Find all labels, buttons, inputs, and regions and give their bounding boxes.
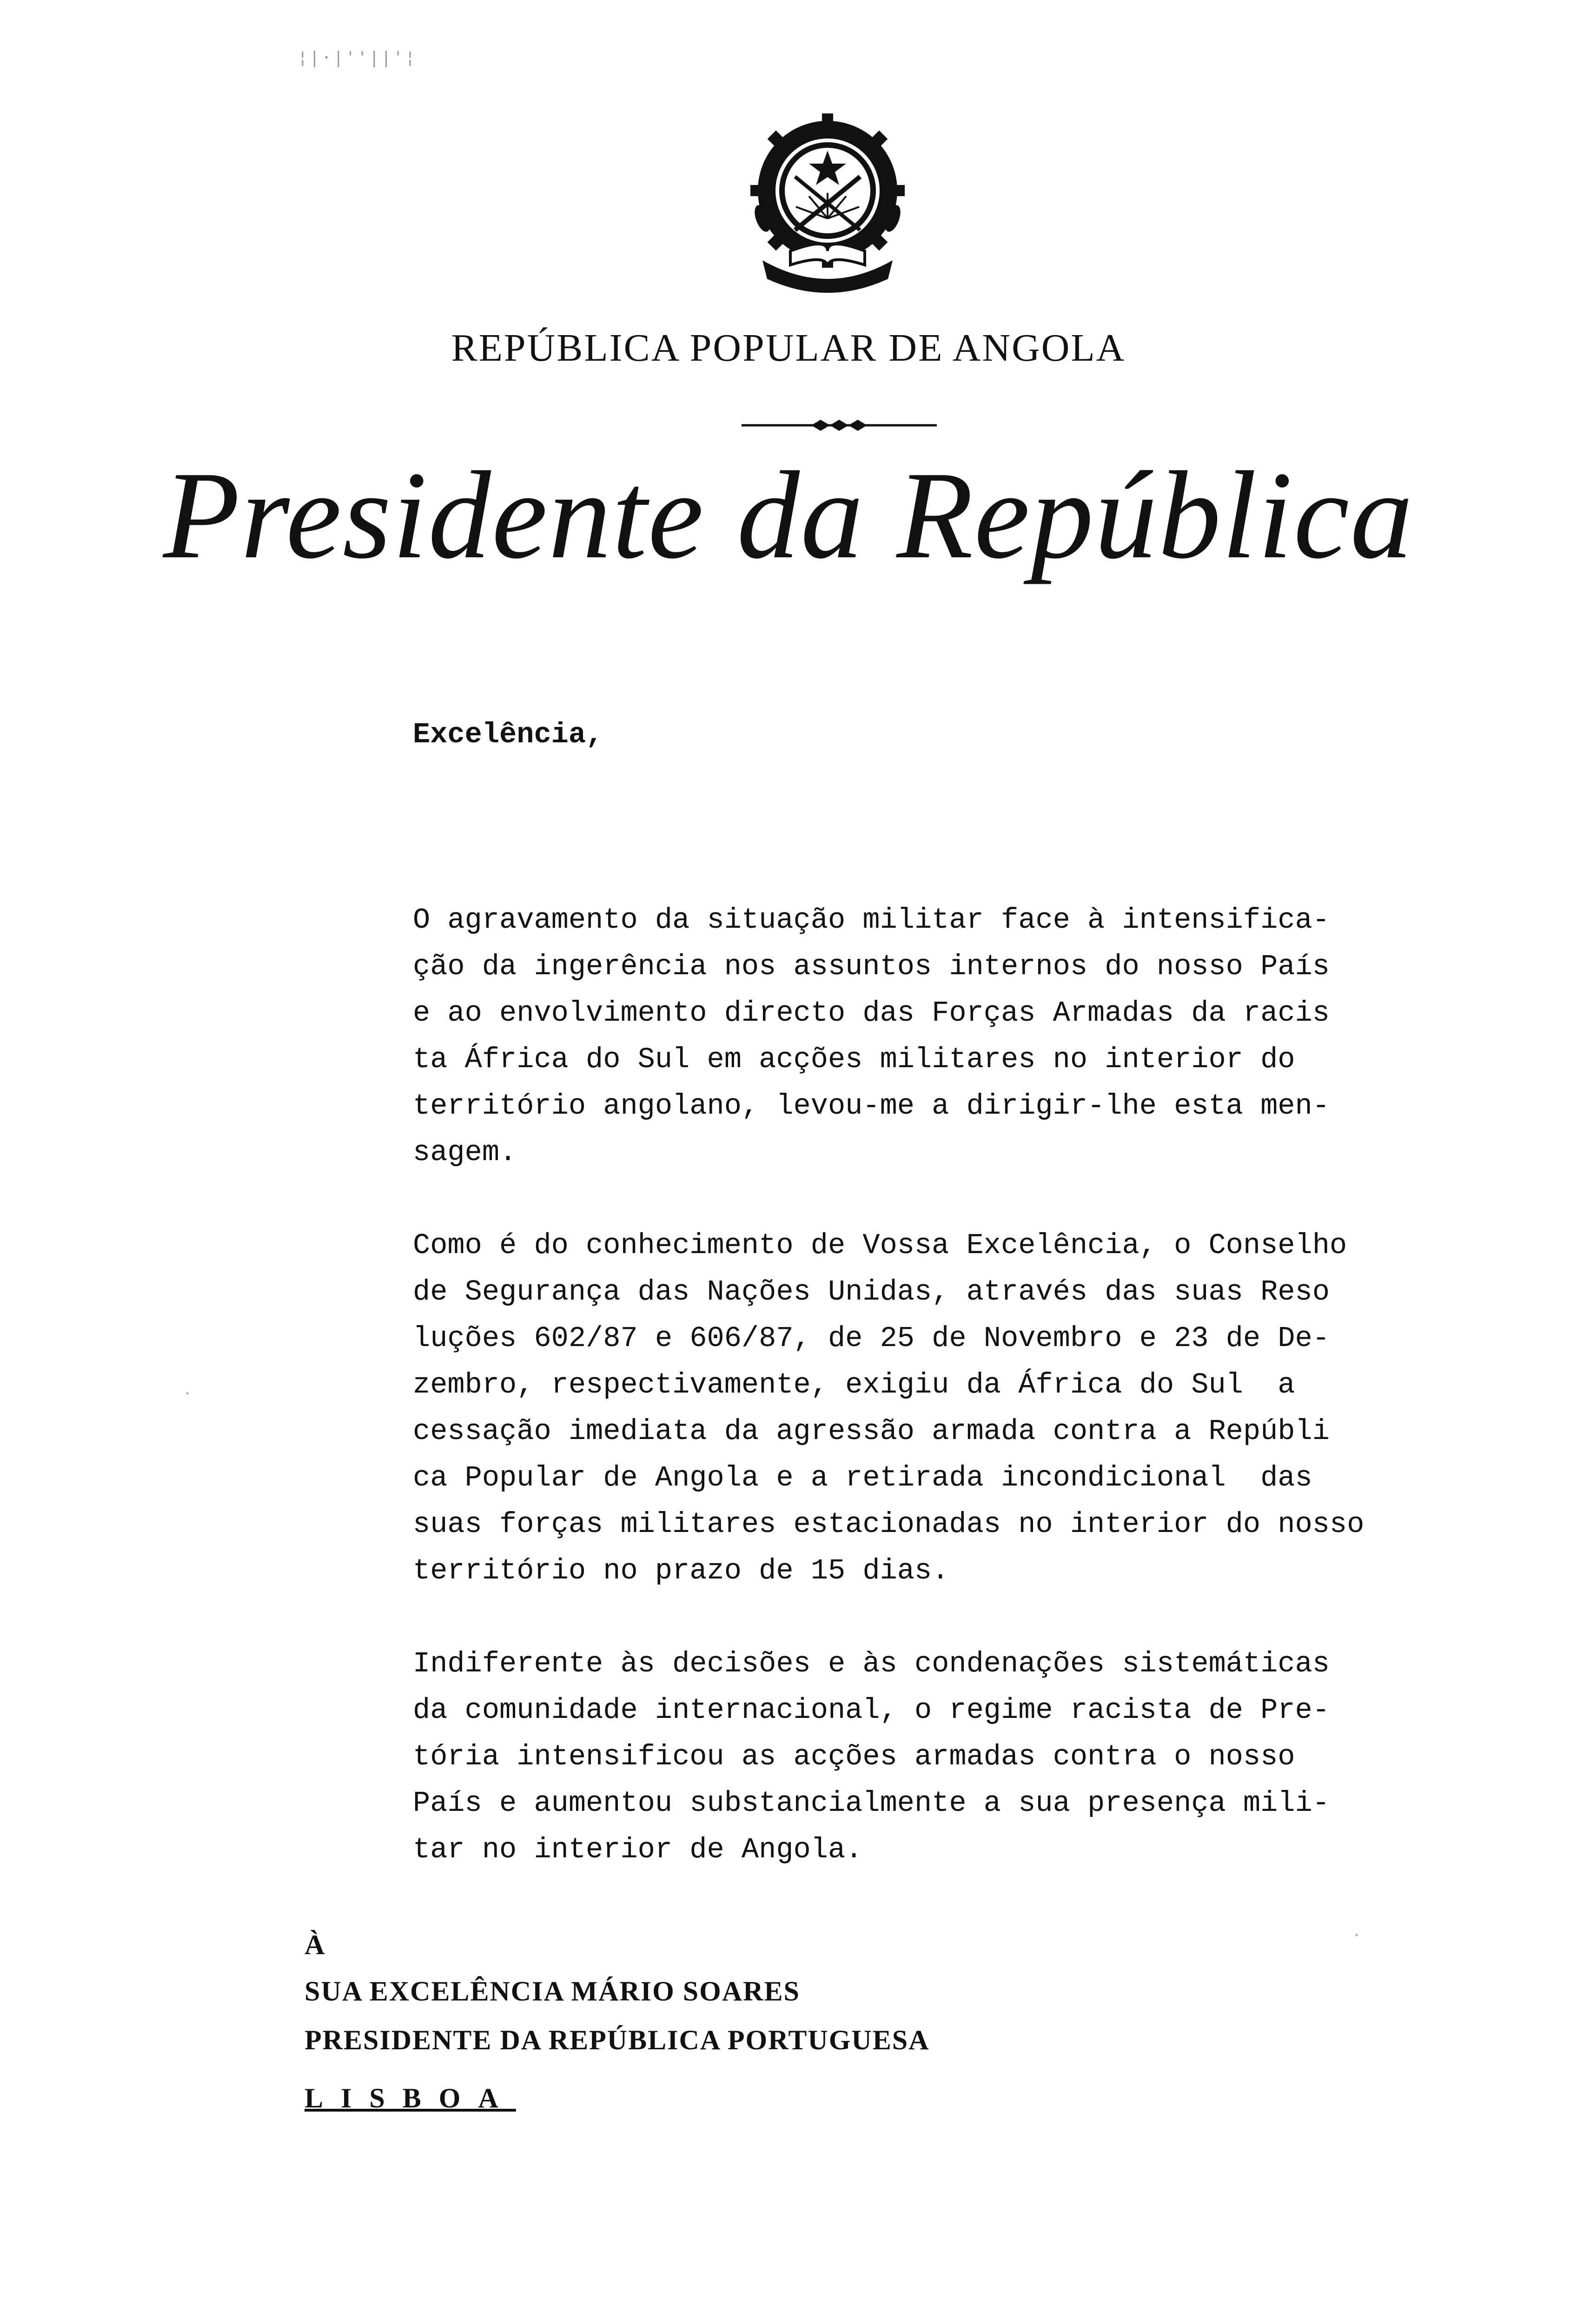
- salutation: Excelência,: [413, 718, 603, 751]
- addressee-city: LISBOA: [305, 2083, 516, 2113]
- scan-speck: [1355, 1934, 1358, 1936]
- scan-mark: ¦|·|''||'¦: [298, 48, 417, 67]
- paragraph-1: O agravamento da situação militar face à intensifica- ção da ingerência nos assuntos internos do nosso País e ao envolvimento directo das Forças Armadas da racis ta África do Sul em acções militares no interior do território angolano, levou-me a dirigir-lhe esta men- sagem.: [413, 904, 1330, 1169]
- country-name: REPÚBLICA POPULAR DE ANGOLA: [451, 326, 1126, 370]
- decorative-rule-icon: [742, 416, 937, 435]
- paragraph-2: Como é do conhecimento de Vossa Excelência, o Conselho de Segurança das Nações Unidas, através das suas Reso luções 602/87 e 606/87, de 25 de Novembro e 23 de De- zembro, respectivamente, exigiu da África do Sul a cessação imediata da agressão armada contra a Repúbli ca Popular de Angola e a retirada incondicional das suas forças militares estacionadas no interior do nosso território no prazo de 15 dias.: [413, 1229, 1365, 1587]
- paragraph-3: Indiferente às decisões e às condenações sistemáticas da comunidade internacional, o regime racista de Pre- tória intensificou as acções armadas contra o nosso País e aumentou substancialmente a sua presença mili- tar no interior de Angola.: [413, 1647, 1330, 1866]
- angola-coat-of-arms-icon: [744, 112, 911, 293]
- addressee-title: PRESIDENTE DA REPÚBLICA PORTUGUESA: [305, 2025, 930, 2055]
- scan-speck: [186, 1392, 189, 1395]
- addressee-name: SUA EXCELÊNCIA MÁRIO SOARES: [305, 1976, 800, 2007]
- addressee-prefix: À: [305, 1929, 326, 1960]
- office-title: Presidente da República: [163, 446, 1414, 585]
